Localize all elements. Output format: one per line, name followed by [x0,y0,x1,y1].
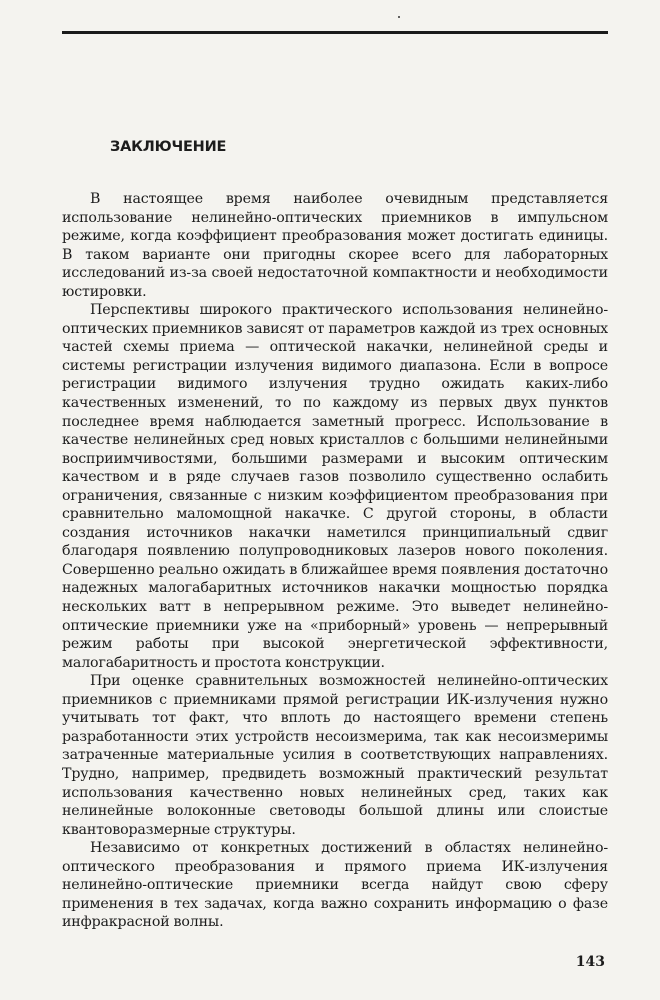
paragraph-3: При оценке сравнительных возможностей нелинейно-оптических приемников с приемниками прямой регистрации ИК-излучения нужно учитывать тот факт, что вплоть до настоящего времени степень разработанности этих устройств несоизмерима, так как несоизмеримы затраченные материальные усилия в соответствующих направлениях. Трудно, например, предвидеть возможный практический результат использования качественно новых нелинейных сред, таких как нелинейные волоконные световоды большой длины или слоистые квантоворазмерные структуры. [62,673,608,838]
top-rule [62,31,608,34]
top-dot-mark [398,16,400,18]
section-heading: ЗАКЛЮЧЕНИЕ [110,139,227,155]
body-text [62,190,608,932]
paragraph-2: Перспективы широкого практического использования нелинейно-оптических приемников зависят от параметров каждой из трех основных частей схемы приема — оптической накачки, нелинейной среды и системы регистрации излучения видимого диапазона. Если в вопросе регистрации видимого излучения трудно ожидать каких-либо качественных изменений, то по каждому из первых двух пунктов последнее время наблюдается заметный прогресс. Использование в качестве нелинейных сред новых кристаллов с большими нелинейными восприимчивостями, большими размерами и высоким оптическим качеством и в ряде случаев газов позволило существенно ослабить ограничения, связанные с низким коэффициентом преобразования при сравнительно маломощной накачке. С другой стороны, в области создания источников накачки наметился принципиальный сдвиг благодаря появлению полупроводниковых лазеров нового поколения. Совершенно реально ожидать в ближайшее время появления достаточно надежных малогабаритных источников накачки мощностью порядка нескольких ватт в непрерывном режиме. Это выведет нелинейно-оптические приемники уже на «приборный» уровень — непрерывный режим работы при высокой энергетической эффективности, малогабаритность и простота конструкции. [62,302,608,671]
paragraph-4: Независимо от конкретных достижений в областях нелинейно-оптического преобразования и прямого приема ИК-излучения нелинейно-оптические приемники всегда найдут свою сферу применения в тех задачах, когда важно сохранить информацию о фазе инфракрасной волны. [62,840,608,931]
page-number: 143 [575,954,605,970]
paragraph-1: В настоящее время наиболее очевидным представляется использование нелинейно-оптических приемников в импульсном режиме, когда коэффициент преобразования может достигать единицы. В таком варианте они пригодны скорее всего для лабораторных исследований из-за своей недостаточной компактности и необходимости юстировки. [62,191,608,300]
